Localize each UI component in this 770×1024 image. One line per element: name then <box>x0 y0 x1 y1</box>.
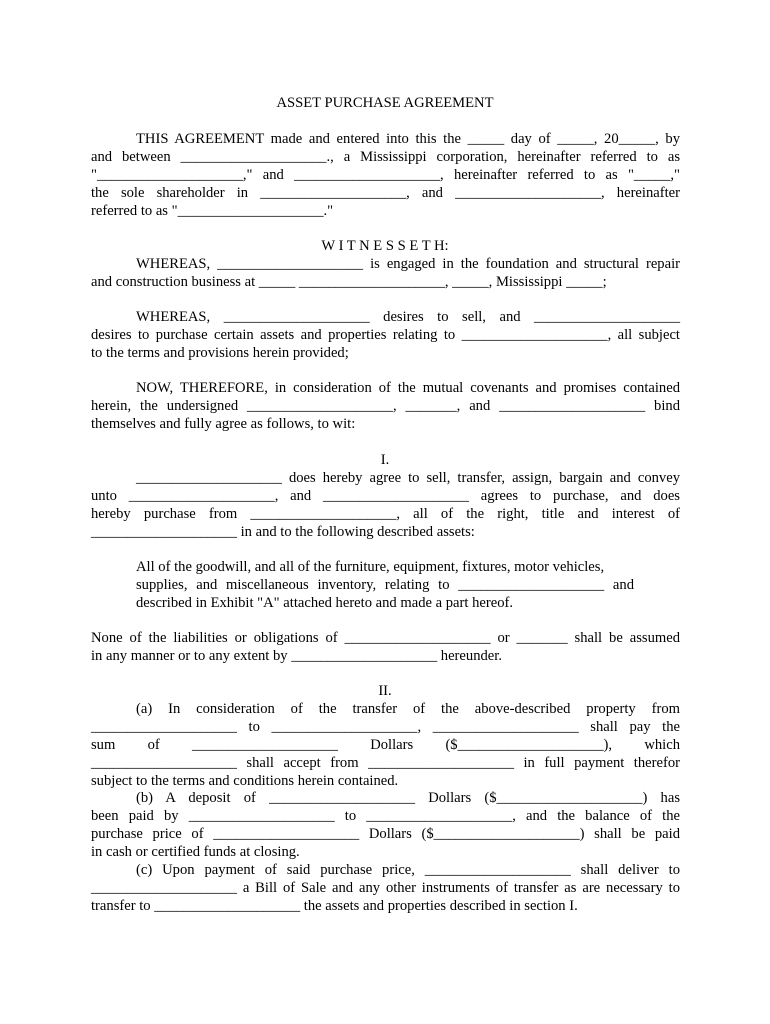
section-heading-1: I. <box>380 452 390 468</box>
whereas-line: WHEREAS, ____________________ desires to sell, and ____________________ <box>136 309 680 325</box>
agreement-intro-line: and between ____________________., a Mississippi corporation, hereinafter referred to as <box>91 149 680 165</box>
section-1-line: hereby purchase from ____________________, all of the right, title and interest of <box>91 506 680 522</box>
liabilities-line: None of the liabilities or obligations of ____________________ or _______ shall be assumed <box>91 630 680 646</box>
section-2a-line: sum of ____________________ Dollars ($____________________), which <box>91 737 680 753</box>
section-2c-line: ____________________ a Bill of Sale and any other instruments of transfer as are necessary to <box>91 880 680 896</box>
section-2b-line: in cash or certified funds at closing. <box>91 844 300 860</box>
section-2a-line: ____________________ to ____________________, ____________________ shall pay the <box>91 719 680 735</box>
section-1-line: unto ____________________, and ____________________ agrees to purchase, and does <box>91 488 680 504</box>
section-2a-line: ____________________ shall accept from ____________________ in full payment therefor <box>91 755 680 771</box>
agreement-intro-line: the sole shareholder in ____________________, and ____________________, hereinafter <box>91 185 680 201</box>
assets-line: supplies, and miscellaneous inventory, relating to ____________________ and <box>136 577 634 593</box>
assets-line: described in Exhibit "A" attached hereto and made a part hereof. <box>136 595 514 611</box>
section-2b-line: purchase price of ____________________ Dollars ($____________________) shall be paid <box>91 826 680 842</box>
whereas-line: desires to purchase certain assets and properties relating to ____________________, all subject <box>91 327 680 343</box>
section-2b-line: been paid by ____________________ to ____________________, and the balance of the <box>91 808 680 824</box>
liabilities-line: in any manner or to any extent by ____________________ hereunder. <box>91 648 502 664</box>
section-2b-line: (b) A deposit of ____________________ Dollars ($____________________) has <box>136 790 680 806</box>
whereas-line: WHEREAS, ____________________ is engaged in the foundation and structural repair <box>136 256 680 272</box>
document-title: ASSET PURCHASE AGREEMENT <box>276 95 494 111</box>
section-1-line: ____________________ in and to the following described assets: <box>91 524 475 540</box>
section-1-line: ____________________ does hereby agree to sell, transfer, assign, bargain and convey <box>136 470 680 486</box>
section-2a-line: subject to the terms and conditions herein contained. <box>91 773 399 789</box>
section-2c-line: transfer to ____________________ the assets and properties described in section I. <box>91 898 578 914</box>
section-2a-line: (a) In consideration of the transfer of the above-described property from <box>136 701 680 717</box>
whereas-line: and construction business at _____ ____________________, _____, Mississippi _____; <box>91 274 607 290</box>
section-heading-2: II. <box>378 683 392 699</box>
whereas-line: to the terms and provisions herein provided; <box>91 345 349 361</box>
therefore-line: NOW, THEREFORE, in consideration of the mutual covenants and promises contained <box>136 380 680 396</box>
therefore-line: themselves and fully agree as follows, to wit: <box>91 416 356 432</box>
agreement-intro-line: "____________________," and ____________________, hereinafter referred to as "_____," <box>91 167 680 183</box>
assets-line: All of the goodwill, and all of the furniture, equipment, fixtures, motor vehicles, <box>136 559 605 575</box>
witnesseth-heading: W I T N E S S E T H: <box>321 238 449 254</box>
agreement-intro-line: THIS AGREEMENT made and entered into this the _____ day of _____, 20_____, by <box>136 131 680 147</box>
agreement-intro-line: referred to as "____________________." <box>91 203 334 219</box>
therefore-line: herein, the undersigned ____________________, _______, and ____________________ bind <box>91 398 680 414</box>
section-2c-line: (c) Upon payment of said purchase price, ____________________ shall deliver to <box>136 862 680 878</box>
